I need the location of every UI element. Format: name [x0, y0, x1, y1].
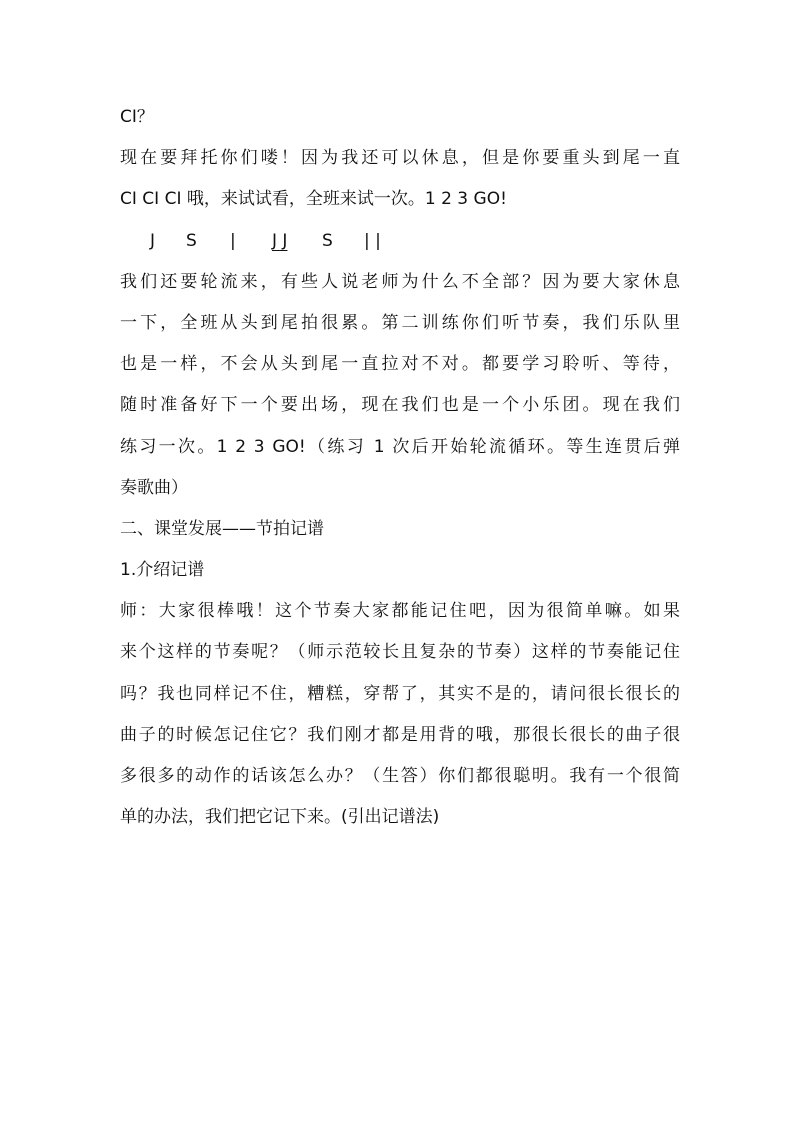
- text-line-2: 现在要拜托你们喽！因为我还可以休息，但是你要重头到尾一直: [120, 148, 680, 169]
- text-line-14: 吗？我也同样记不住，糟糕，穿帮了，其实不是的，请问很长很长的: [120, 683, 680, 704]
- text-line-8: 练习一次。1 2 3 GO!（练习 1 次后开始轮流循环。等生连贯后弹: [120, 436, 680, 457]
- text-line-13: 来个这样的节奏呢？（师示范较长且复杂的节奏）这样的节奏能记住: [120, 642, 680, 663]
- text-line-3: CI CI CI 哦，来试试看，全班来试一次。1 2 3 GO!: [120, 189, 507, 210]
- rhythm-double-barline: | |: [364, 230, 381, 251]
- text-line-16: 多很多的动作的话该怎么办？（生答）你们都很聪明。我有一个很简: [120, 766, 680, 786]
- text-line-12: 师：大家很棒哦！这个节奏大家都能记住吧，因为很简单嘛。如果: [120, 601, 680, 622]
- text-line-5: 一下，全班从头到尾拍很累。第二训练你们听节奏，我们乐队里: [120, 312, 680, 333]
- rhythm-note-s: S: [186, 230, 197, 251]
- text-line-6: 也是一样，不会从头到尾一直拉对不对。都要学习聆听、等待，: [120, 354, 680, 375]
- subsection-heading: 1.介绍记谱: [120, 560, 205, 581]
- text-line-7: 随时准备好下一个要出场，现在我们也是一个小乐团。现在我们: [120, 395, 680, 416]
- section-heading: 二、课堂发展——节拍记谱: [120, 518, 324, 539]
- text-line-17: 单的办法，我们把它记下来。(引出记谱法): [120, 807, 440, 828]
- rhythm-note-j: J: [150, 230, 156, 251]
- text-line-15: 曲子的时候怎记住它？我们刚才都是用背的哦，那很长很长的曲子很: [120, 724, 680, 745]
- rhythm-note-s-2: S: [322, 230, 333, 251]
- text-line-4: 我们还要轮流来，有些人说老师为什么不全部？因为要大家休息: [120, 271, 680, 292]
- document-body: [120, 102, 680, 843]
- text-line-9: 奏歌曲）: [120, 477, 188, 498]
- rhythm-notation: [120, 226, 680, 257]
- rhythm-barline: |: [230, 230, 236, 251]
- rhythm-note-jj: J J: [272, 230, 288, 251]
- text-line-1: CI？: [120, 107, 154, 127]
